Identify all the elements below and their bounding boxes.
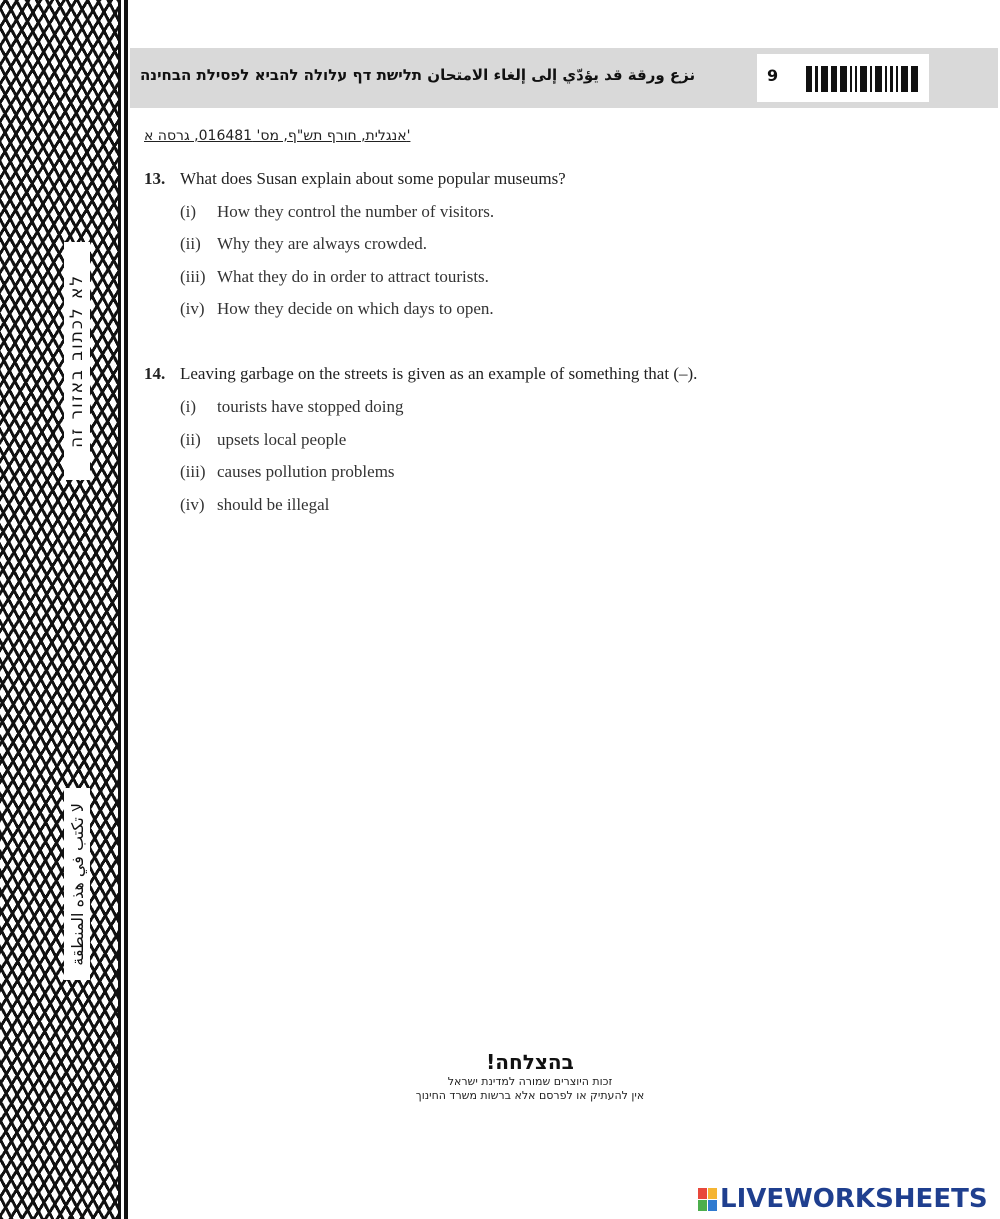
option-label: (i) [180,202,197,221]
copyright-line: זכות היוצרים שמורה למדינת ישראל [447,1075,613,1088]
option-13-i[interactable] [180,202,494,222]
liveworksheets-logo[interactable] [698,1184,988,1214]
option-13-iv[interactable] [180,299,494,319]
question-number: 13. [144,169,166,188]
option-label: (iv) [180,299,205,318]
question-text: What does Susan explain about some popular museums? [180,169,566,188]
tear-warning [140,66,720,84]
option-text: What they do in order to attract tourists. [217,267,489,286]
question-13 [144,169,566,189]
option-14-iv[interactable] [180,495,329,515]
option-label: (iii) [180,267,206,286]
option-text: tourists have stopped doing [217,397,404,416]
question-text: Leaving garbage on the streets is given as an example of something that (–). [180,364,698,383]
tear-warning-arabic: نزع ورقة قد يؤدّي إلى إلغاء الامتحان [427,66,696,84]
question-number: 14. [144,364,166,383]
decorative-margin-pattern [0,0,118,1219]
option-13-iii[interactable] [180,267,489,287]
page-number: 9 [767,66,779,85]
margin-rule [124,0,128,1219]
option-14-i[interactable] [180,397,404,417]
logo-text: LIVEWORKSHEETS [720,1184,988,1214]
option-text: should be illegal [217,495,330,514]
option-14-ii[interactable] [180,430,346,450]
option-label: (i) [180,397,197,416]
copyright-notice [380,1075,680,1103]
tear-warning-hebrew: תלישת דף עלולה להביא לפסילת הבחינה [140,66,423,84]
exam-reference: אנגלית, חורף תש"ף, מס' 016481, גרסה א' [144,128,411,144]
margin-label-hebrew: לא לכתוב באזור זה [64,242,90,480]
option-text: upsets local people [217,430,347,449]
margin-rule [118,0,121,1219]
option-label: (iv) [180,495,205,514]
margin-label-arabic: لا تكتب في هذه المنطقة [64,788,90,980]
option-label: (ii) [180,234,201,253]
option-13-ii[interactable] [180,234,427,254]
question-14 [144,364,697,384]
logo-blocks-icon [698,1188,717,1211]
option-text: causes pollution problems [217,462,395,481]
option-text: How they control the number of visitors. [217,202,495,221]
option-label: (iii) [180,462,206,481]
barcode [806,66,918,92]
copyright-line: אין להעתיק או לפרסם אלא ברשות משרד החינוך [415,1089,645,1102]
option-label: (ii) [180,430,201,449]
good-luck-text: בהצלחה! [486,1050,574,1074]
option-text: How they decide on which days to open. [217,299,494,318]
option-text: Why they are always crowded. [217,234,428,253]
option-14-iii[interactable] [180,462,395,482]
